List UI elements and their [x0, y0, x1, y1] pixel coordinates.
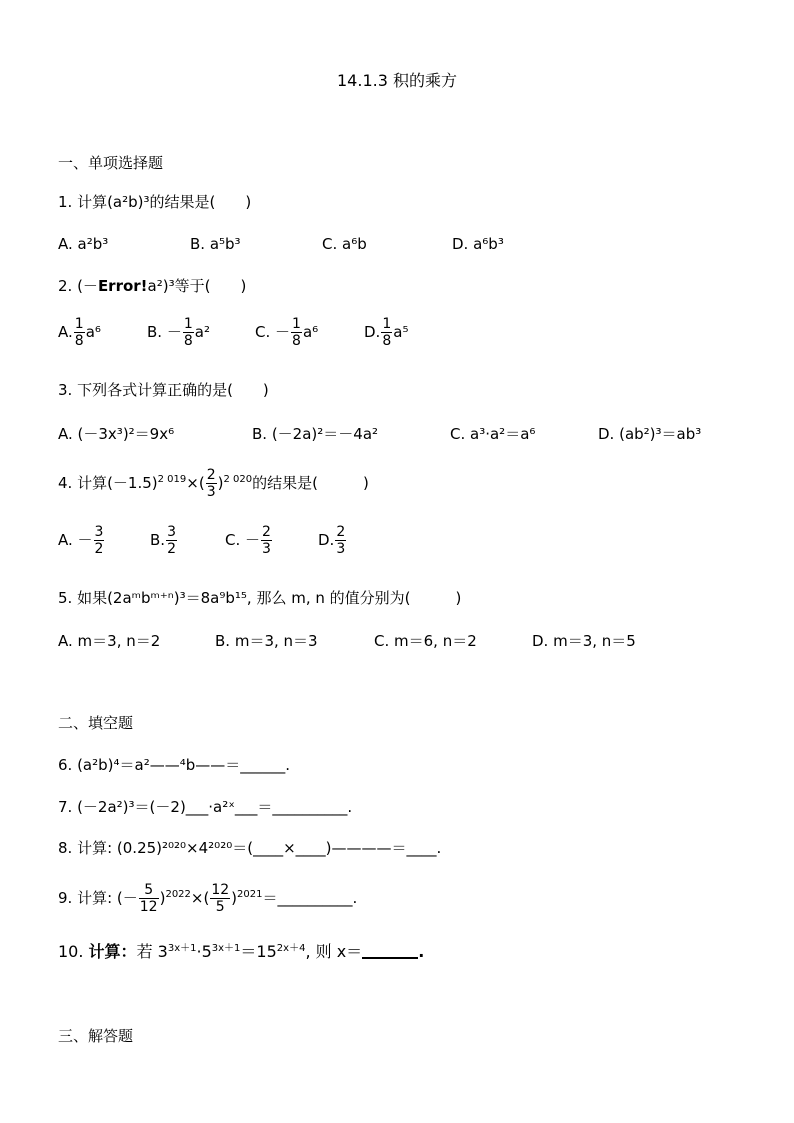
q1-option-c: C. a⁶b — [322, 235, 367, 253]
q2-c-num: 1 — [292, 316, 301, 332]
q9-d2: 5 — [215, 899, 225, 915]
q4-b-den: 2 — [167, 541, 176, 557]
q2-a-fraction — [74, 316, 85, 349]
q3-option-d: D. (ab²)³＝ab³ — [598, 425, 702, 443]
q4-num: 2 — [206, 467, 216, 483]
q10-d: , 则 x＝ — [305, 942, 363, 961]
q4-a-fraction — [94, 524, 105, 557]
q2-error-text: Error! — [97, 277, 148, 295]
q1-option-a: A. a²b³ — [58, 235, 109, 253]
q2-suffix: a²)³等于( ) — [147, 277, 247, 295]
q4-fraction — [206, 467, 217, 500]
q9-mid: ×( — [190, 889, 210, 907]
section-heading-fill: 二、填空题 — [58, 714, 134, 732]
q10-e2: 3x＋1 — [211, 943, 241, 954]
q2-c-fraction — [291, 316, 302, 349]
q2-option-a — [58, 316, 101, 349]
q3-option-c: C. a³·a²＝a⁶ — [450, 425, 536, 443]
q2-c-den: 8 — [292, 333, 301, 349]
q9-n2: 12 — [211, 882, 230, 898]
q10-e3: 2x＋4 — [276, 943, 306, 954]
q4-option-b — [150, 524, 178, 557]
q4-den: 3 — [206, 484, 216, 500]
q9-d1: 12 — [139, 899, 158, 915]
question-9: 9. 计算: (－ $\frac{5}{12}$ )$^{2022}$×( $\frac{12}{5}$ )$^{2021}$＝__________. — [58, 882, 358, 915]
question-4-stem — [58, 465, 369, 501]
q2-c-label: C. － — [255, 323, 291, 341]
question-2-stem — [58, 276, 246, 296]
question-10 — [58, 942, 424, 962]
q2-prefix: 2. (－ — [58, 277, 98, 295]
question-1-stem: 1. 计算(a²b)³的结果是( ) — [58, 193, 252, 211]
q5-option-b: B. m＝3, n＝3 — [215, 632, 318, 650]
q2-b-num: 1 — [183, 316, 193, 332]
question-3-stem: 3. 下列各式计算正确的是( ) — [58, 381, 269, 399]
q10-b: ·5 — [196, 942, 212, 961]
q2-b-tail: a² — [194, 323, 210, 341]
q10-end: . — [418, 942, 425, 961]
q2-d-num: 1 — [382, 316, 392, 332]
q4-a-num: 3 — [94, 524, 104, 540]
q4-b-num: 3 — [167, 524, 176, 540]
q9-fraction-1 — [139, 882, 159, 915]
q10-c: ＝15 — [240, 942, 277, 961]
q9-e1: 2022 — [165, 889, 191, 900]
q4-b-fraction — [166, 524, 177, 557]
q10-calc: 计算： — [88, 942, 137, 961]
q4-c-num: 2 — [262, 524, 271, 540]
section-heading-answer: 三、解答题 — [58, 1027, 134, 1045]
q4-d-label: D. — [318, 531, 335, 549]
q4-b-label: B. — [150, 531, 166, 549]
q4-c-label: C. － — [225, 531, 261, 549]
q4-times: ×( — [186, 474, 205, 492]
q2-b-label: B. － — [147, 323, 182, 341]
q4-stem-a: 4. 计算(－1.5) — [58, 474, 158, 492]
q4-d-num: 2 — [336, 524, 346, 540]
page-title: 14.1.3 积的乘方 — [337, 71, 457, 90]
q2-c-tail: a⁶ — [302, 323, 319, 341]
q10-e1: 3x＋1 — [167, 943, 197, 954]
q4-close: ) — [217, 474, 224, 492]
q4-exp1: 2 019 — [157, 474, 187, 485]
q9-fraction-2 — [210, 882, 230, 915]
q2-d-label: D. — [364, 323, 381, 341]
q10-label: 10. — [58, 942, 84, 961]
q2-b-den: 8 — [183, 333, 193, 349]
q9-a: 9. 计算: (－ — [58, 889, 138, 907]
q4-d-fraction — [335, 524, 346, 557]
q3-option-a: A. (－3x³)²＝9x⁶ — [58, 425, 175, 443]
q2-option-b — [147, 316, 210, 349]
question-5-stem: 5. 如果(2aᵐbᵐ⁺ⁿ)³＝8a⁹b¹⁵, 那么 m, n 的值分别为( ) — [58, 589, 462, 607]
q10-a: 若 3 — [136, 942, 168, 961]
q4-d-den: 3 — [336, 541, 346, 557]
q9-tail: ＝__________. — [262, 889, 358, 907]
q5-option-a: A. m＝3, n＝2 — [58, 632, 161, 650]
question-8: 8. 计算: (0.25)²⁰²⁰×4²⁰²⁰＝(____×____)————＝____. — [58, 839, 442, 857]
q4-option-a — [58, 524, 105, 557]
q2-a-tail: a⁶ — [85, 323, 101, 341]
q4-option-d — [318, 524, 347, 557]
q4-stem-b: 的结果是( ) — [252, 474, 369, 492]
q2-option-d — [364, 316, 408, 349]
q4-exp2: 2 020 — [223, 474, 253, 485]
q2-b-fraction — [183, 316, 194, 349]
q4-c-den: 3 — [262, 541, 271, 557]
q3-option-b: B. (－2a)²＝－4a² — [252, 425, 379, 443]
q2-a-label: A. — [58, 323, 73, 341]
question-6: 6. (a²b)⁴＝a²——⁴b——＝______. — [58, 756, 291, 774]
q4-a-label: A. － — [58, 531, 93, 549]
q2-option-c — [255, 316, 318, 349]
q4-option-c — [225, 524, 273, 557]
q2-d-tail: a⁵ — [393, 323, 409, 341]
section-heading-choice: 一、单项选择题 — [58, 154, 164, 172]
q2-a-num: 1 — [74, 316, 84, 332]
q1-option-b: B. a⁵b³ — [190, 235, 241, 253]
q9-e2: 2021 — [237, 889, 263, 900]
q5-option-c: C. m＝6, n＝2 — [374, 632, 477, 650]
q2-a-den: 8 — [74, 333, 84, 349]
q2-d-den: 8 — [382, 333, 392, 349]
question-7: 7. (－2a²)³＝(－2)___·a²ˣ___＝__________. — [58, 798, 353, 816]
q4-c-fraction — [261, 524, 272, 557]
q9-n1: 5 — [139, 882, 159, 899]
q5-option-d: D. m＝3, n＝5 — [532, 632, 636, 650]
q10-answer-blank[interactable] — [362, 943, 418, 959]
q2-d-fraction — [381, 316, 392, 349]
q1-option-d: D. a⁶b³ — [452, 235, 504, 253]
q4-a-den: 2 — [94, 541, 104, 557]
